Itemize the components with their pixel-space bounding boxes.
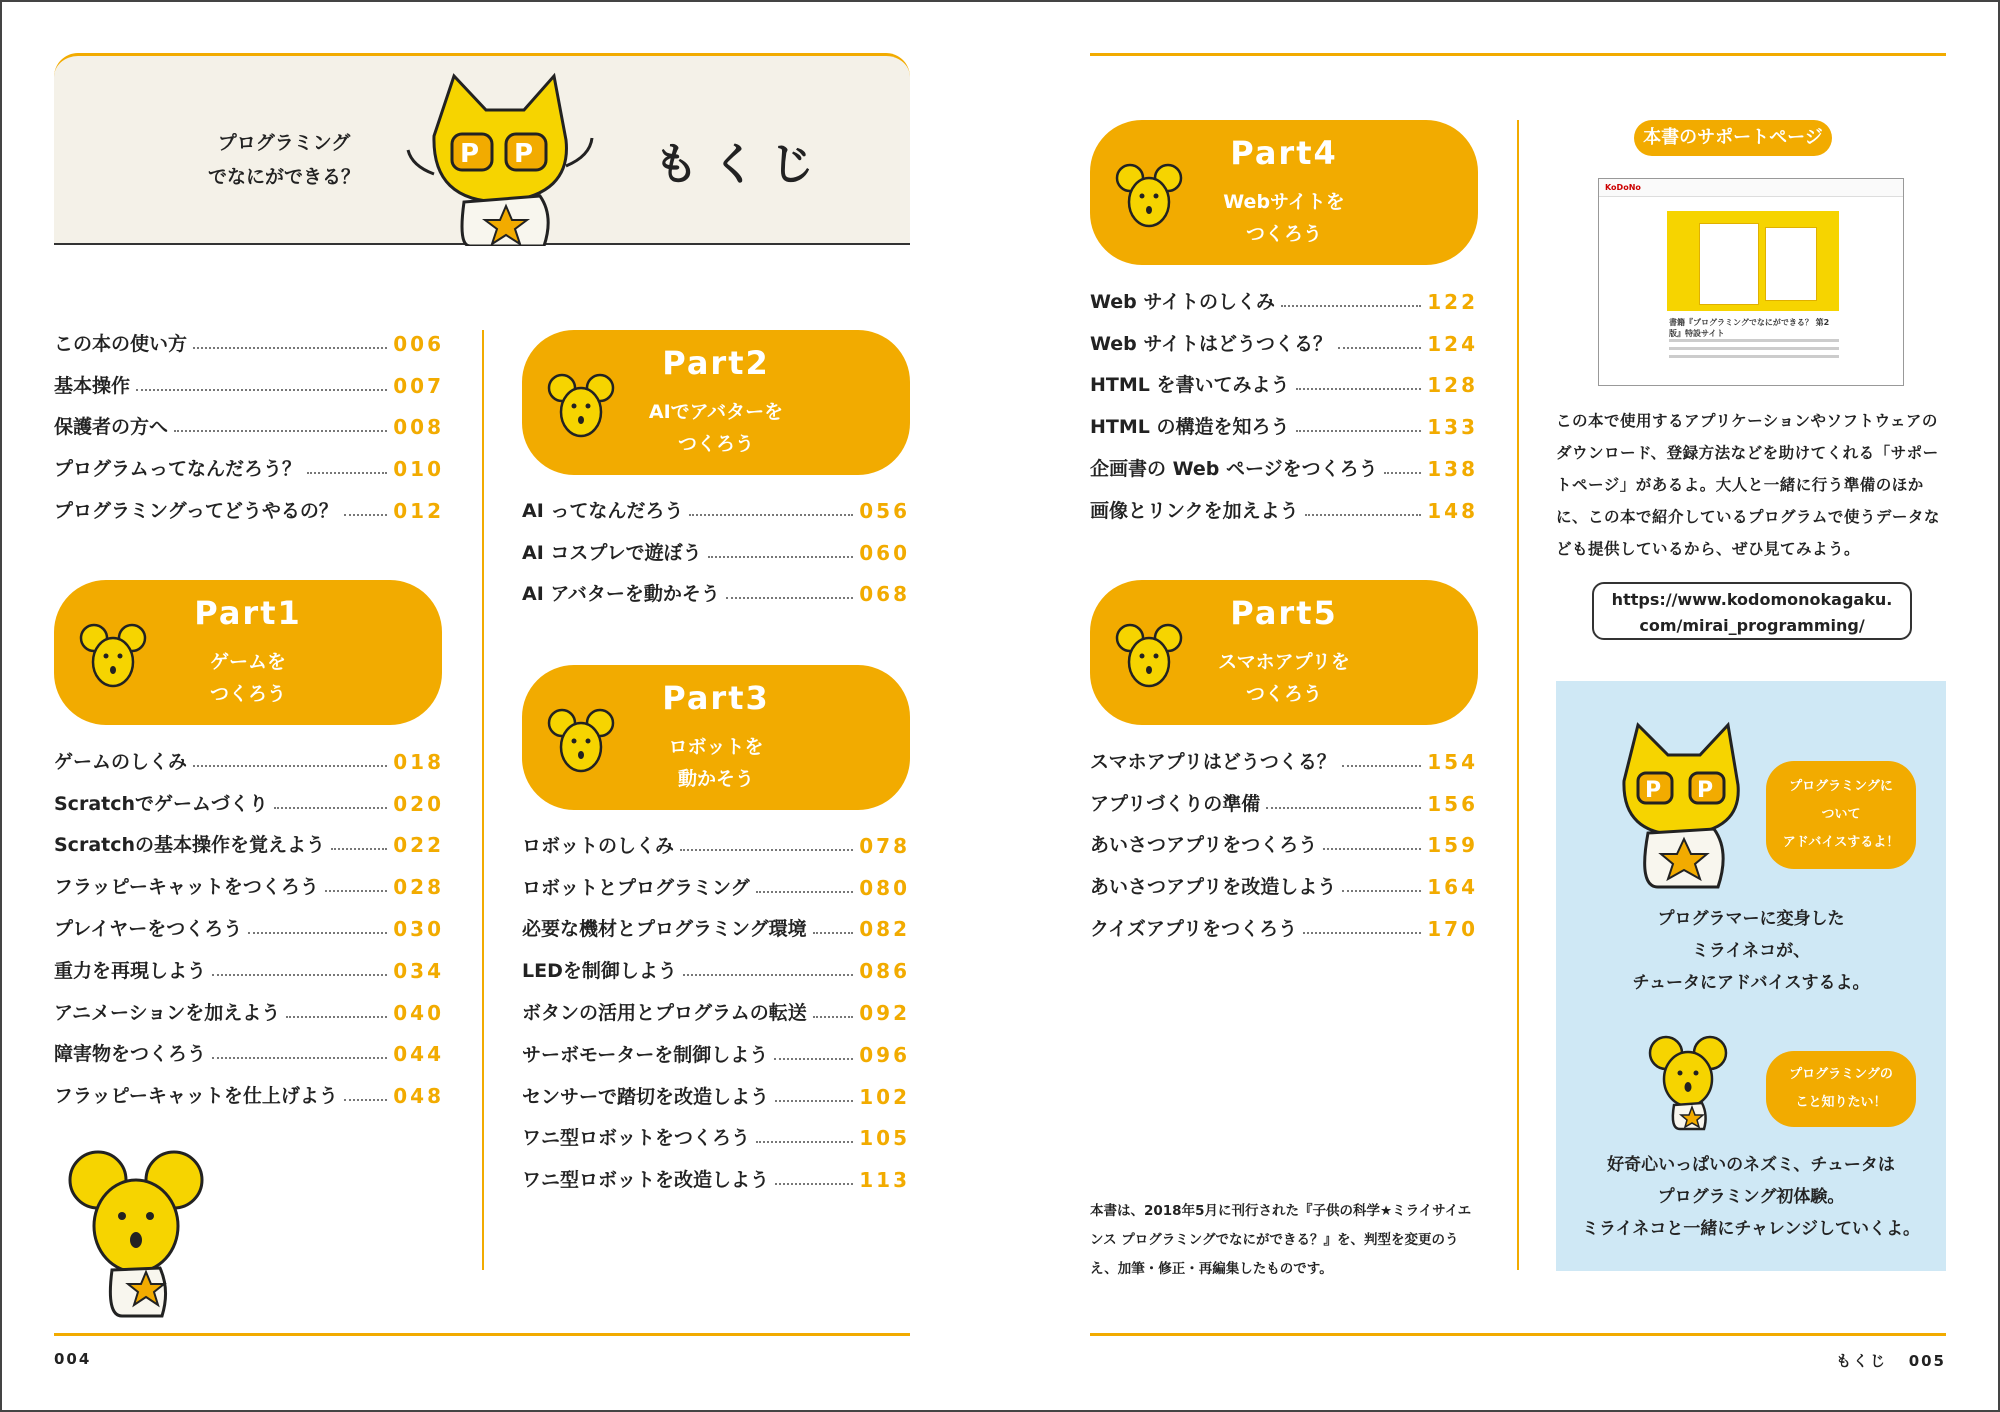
column-divider [1517, 120, 1519, 1270]
part2-toc-list [522, 485, 910, 610]
toc-entry[interactable] [522, 1154, 910, 1196]
toc-entry[interactable] [54, 1070, 444, 1112]
leader-dots [212, 974, 387, 976]
bottom-rule-right [1090, 1333, 1946, 1336]
cat-mascot-illustration [1608, 711, 1758, 891]
toc-entry-title: フラッピーキャットをつくろう [54, 876, 319, 899]
toc-entry-title: Web サイトはどうつくる？ [1090, 332, 1333, 355]
screenshot-navbar [1599, 179, 1903, 197]
leader-dots [1342, 765, 1421, 767]
toc-entry-title: 基本操作 [54, 374, 131, 397]
leader-dots [775, 1183, 853, 1185]
toc-entry-title: HTML を書いてみよう [1090, 374, 1290, 397]
leader-dots [774, 1058, 853, 1060]
support-description: この本で使用するアプリケーションやソフトウェアのダウンロード、登録方法などを助けてくれる「サポートページ」があるよ。大人と一緒に行う準備のほかに、この本で紹介しているプログラムで使うデータなども提供しているから、ぜひ見てみよう。 [1556, 412, 1940, 558]
footer-section-label: もくじ [1836, 1352, 1888, 1370]
leader-dots [689, 514, 853, 516]
part3-toc-list [522, 820, 910, 1196]
toc-entry[interactable] [54, 1029, 444, 1071]
toc-entry-page: 105 [859, 1126, 910, 1151]
toc-entry-title: フラッピーキャットを仕上げよう [54, 1085, 338, 1108]
screenshot-text-lines [1669, 339, 1839, 363]
edition-footnote: 本書は、2018年5月に刊行された『子供の科学★ミライサイエンス プログラミングでなにができる？』を、判型を変更のうえ、加筆・修正・再編集したものです。 [1090, 1203, 1472, 1277]
leader-dots [274, 807, 387, 809]
toc-entry-title: ゲームのしくみ [54, 750, 188, 773]
bubble-line: ついて [1821, 807, 1861, 822]
toc-entry-title: AI アバターを動かそう [522, 583, 720, 606]
leader-dots [344, 1099, 387, 1101]
support-page-screenshot[interactable] [1598, 178, 1904, 386]
part4-banner [1090, 120, 1478, 265]
screenshot-book-cover [1699, 223, 1759, 305]
toc-entry[interactable] [522, 1113, 910, 1155]
leader-dots [1384, 472, 1422, 474]
toc-entry[interactable] [1090, 318, 1478, 360]
mouse-description-line: ミライネコと一緒にチャレンジしていくよ。 [1582, 1219, 1920, 1239]
leader-dots [1305, 514, 1422, 516]
toc-entry[interactable] [54, 443, 444, 485]
part1-subtitle-line1: ゲームを [209, 651, 286, 673]
toc-entry-title: Scratchの基本操作を覚えよう [54, 834, 326, 857]
toc-entry-page: 156 [1427, 791, 1478, 816]
leader-dots [286, 1016, 387, 1018]
toc-entry[interactable] [1090, 443, 1478, 485]
right-page-footer [1836, 1350, 1946, 1371]
toc-entry[interactable] [1090, 360, 1478, 402]
toc-entry-page: 092 [859, 1000, 910, 1025]
toc-entry[interactable] [54, 820, 444, 862]
toc-entry-title: クイズアプリをつくろう [1090, 917, 1298, 940]
toc-entry[interactable] [1090, 820, 1478, 862]
toc-entry-title: あいさつアプリをつくろう [1090, 834, 1318, 857]
toc-entry[interactable] [54, 485, 444, 527]
leader-dots [708, 556, 854, 558]
part4-label: Part4 [1230, 134, 1338, 172]
leader-dots [1266, 807, 1421, 809]
toc-entry-title: プログラムってなんだろう？ [54, 458, 302, 481]
toc-entry-page: 030 [393, 916, 444, 941]
part1-toc-list [54, 736, 444, 1112]
leader-dots [1281, 305, 1421, 307]
part5-label: Part5 [1230, 594, 1338, 632]
toc-entry[interactable] [522, 1071, 910, 1113]
toc-entry-title: 保護者の方へ [54, 416, 169, 439]
toc-entry-page: 154 [1427, 749, 1478, 774]
toc-entry[interactable] [54, 778, 444, 820]
book-title [194, 126, 374, 194]
toc-entry-title: プレイヤーをつくろう [54, 917, 243, 940]
part3-subtitle-line1: ロボットを [668, 736, 764, 758]
toc-entry-title: Scratchでゲームづくり [54, 792, 269, 815]
toc-entry[interactable] [1090, 485, 1478, 527]
toc-entry-page: 028 [393, 875, 444, 900]
toc-entry[interactable] [54, 360, 444, 402]
leader-dots [813, 1016, 853, 1018]
toc-entry-title: ロボットとプログラミング [522, 876, 750, 899]
part5-subtitle-line2: つくろう [1245, 683, 1322, 705]
toc-entry[interactable] [54, 861, 444, 903]
toc-entry-page: 138 [1427, 456, 1478, 481]
toc-entry-title: 必要な機材とプログラミング環境 [522, 918, 807, 941]
toc-entry-title: サーボモーターを制御しよう [522, 1043, 769, 1066]
part5-subtitle [1090, 646, 1478, 710]
leader-dots [1296, 388, 1422, 390]
toc-entry-page: 020 [393, 791, 444, 816]
support-url-line2: com/mirai_programming/ [1639, 616, 1865, 635]
bottom-rule-left [54, 1333, 910, 1336]
leader-dots [344, 514, 387, 516]
toc-entry[interactable] [522, 945, 910, 987]
bubble-line: プログラミングに [1789, 779, 1893, 794]
left-page-number: 004 [54, 1350, 92, 1368]
cat-description [1556, 903, 1946, 999]
toc-entry[interactable] [522, 1029, 910, 1071]
leader-dots [775, 1100, 853, 1102]
screenshot-caption: 書籍『プログラミングでなにができる？ 第2版』特設サイト [1669, 318, 1830, 338]
toc-entry-page: 086 [859, 959, 910, 984]
leader-dots [756, 1141, 853, 1143]
toc-entry[interactable] [1090, 401, 1478, 443]
leader-dots [331, 848, 387, 850]
toc-entry-title: 障害物をつくろう [54, 1043, 207, 1066]
support-page-tag: 本書のサポートページ [1634, 120, 1832, 156]
leader-dots [813, 932, 854, 934]
toc-entry-page: 170 [1427, 916, 1478, 941]
leader-dots [683, 974, 853, 976]
toc-entry-page: 056 [859, 498, 910, 523]
part4-toc-list [1090, 276, 1478, 527]
leader-dots [248, 932, 387, 934]
cat-description-line: チュータにアドバイスするよ。 [1632, 973, 1870, 993]
mouse-mascot-illustration [66, 1140, 206, 1320]
toc-entry[interactable] [54, 318, 444, 360]
toc-entry[interactable] [522, 569, 910, 611]
toc-entry-page: 022 [393, 833, 444, 858]
svg-text:P: P [1697, 778, 1714, 803]
toc-entry-page: 018 [393, 749, 444, 774]
toc-entry-title: 企画書の Web ページをつくろう [1090, 457, 1378, 480]
toc-entry-page: 113 [859, 1168, 910, 1193]
mouse-description [1556, 1149, 1946, 1245]
leader-dots [212, 1057, 387, 1059]
toc-entry-page: 082 [859, 917, 910, 942]
mouse-mascot-illustration [1648, 1031, 1728, 1131]
screenshot-logo: KoDoNo [1605, 183, 1641, 192]
toc-entry[interactable] [1090, 861, 1478, 903]
part1-label: Part1 [194, 594, 302, 632]
toc-entry-title: プログラミングってどうやるの？ [54, 499, 338, 522]
toc-entry-page: 078 [859, 833, 910, 858]
toc-entry-page: 133 [1427, 415, 1478, 440]
bubble-line: アドバイスするよ！ [1782, 835, 1900, 850]
mouse-description-line: 好奇心いっぱいのネズミ、チュータは [1607, 1155, 1895, 1175]
part3-banner [522, 665, 910, 810]
cat-mascot-illustration [394, 56, 604, 246]
toc-entry-title: センサーで踏切を改造しよう [522, 1085, 770, 1108]
toc-entry-page: 122 [1427, 289, 1478, 314]
part1-subtitle [54, 646, 442, 710]
mouse-speech-bubble [1766, 1051, 1916, 1127]
toc-entry-title: 重力を再現しよう [54, 959, 207, 982]
toc-entry[interactable] [1090, 778, 1478, 820]
toc-entry[interactable] [54, 945, 444, 987]
svg-text:P: P [460, 139, 480, 169]
toc-entry-page: 102 [859, 1084, 910, 1109]
toc-entry-title: 画像とリンクを加えよう [1090, 499, 1299, 522]
toc-entry[interactable] [522, 485, 910, 527]
toc-entry-page: 007 [393, 373, 444, 398]
toc-entry[interactable] [54, 402, 444, 444]
toc-entry-page: 124 [1427, 331, 1478, 356]
toc-entry[interactable] [522, 987, 910, 1029]
leader-dots [1303, 932, 1421, 934]
toc-entry-page: 006 [393, 331, 444, 356]
part3-subtitle-line2: 動かそう [677, 768, 754, 790]
toc-entry[interactable] [522, 904, 910, 946]
toc-entry-title: スマホアプリはどうつくる？ [1090, 750, 1336, 773]
top-rule-right [1090, 53, 1946, 56]
leader-dots [1323, 848, 1421, 850]
toc-entry[interactable] [522, 862, 910, 904]
leader-dots [726, 597, 853, 599]
part2-subtitle-line2: つくろう [677, 433, 754, 455]
toc-entry-page: 068 [859, 582, 910, 607]
part1-subtitle-line2: つくろう [209, 683, 286, 705]
part4-subtitle-line2: つくろう [1245, 223, 1322, 245]
part2-subtitle-line1: AIでアバターを [648, 401, 784, 423]
part5-banner [1090, 580, 1478, 725]
leader-dots [193, 765, 387, 767]
leader-dots [307, 472, 387, 474]
book-title-line1: プログラミング [217, 132, 351, 154]
support-url[interactable] [1592, 582, 1912, 640]
toc-entry[interactable] [522, 820, 910, 862]
toc-entry-title: LEDを制御しよう [522, 960, 677, 983]
toc-entry-title: ロボットのしくみ [522, 834, 675, 857]
book-title-line2: でなにができる？ [207, 166, 360, 188]
toc-entry-title: Web サイトのしくみ [1090, 290, 1276, 313]
toc-entry-title: AI ってなんだろう [522, 499, 684, 522]
toc-entry-page: 034 [393, 958, 444, 983]
toc-entry-page: 044 [393, 1042, 444, 1067]
intro-toc-list [54, 318, 444, 527]
leader-dots [680, 849, 853, 851]
toc-entry-page: 008 [393, 415, 444, 440]
leader-dots [325, 890, 387, 892]
toc-header [54, 53, 910, 245]
toc-entry-page: 010 [393, 457, 444, 482]
part2-banner [522, 330, 910, 475]
toc-entry-title: ワニ型ロボットを改造しよう [522, 1169, 770, 1192]
toc-entry-title: HTML の構造を知ろう [1090, 416, 1290, 439]
toc-entry-page: 040 [393, 1000, 444, 1025]
leader-dots [193, 347, 387, 349]
part5-subtitle-line1: スマホアプリを [1218, 651, 1350, 673]
screenshot-book-cover [1765, 227, 1817, 301]
toc-entry-title: ワニ型ロボットをつくろう [522, 1127, 751, 1150]
leader-dots [1296, 430, 1422, 432]
toc-entry-page: 060 [859, 540, 910, 565]
cat-description-line: ミライネコが、 [1691, 941, 1811, 961]
character-intro-panel [1556, 681, 1946, 1271]
toc-entry[interactable] [54, 903, 444, 945]
leader-dots [1338, 347, 1421, 349]
toc-entry-title: アプリづくりの準備 [1090, 792, 1261, 815]
toc-entry-page: 148 [1427, 498, 1478, 523]
svg-text:P: P [1645, 778, 1662, 803]
bubble-line: プログラミングの [1789, 1067, 1893, 1082]
column-divider [482, 330, 484, 1270]
part3-label: Part3 [662, 679, 770, 717]
toc-entry-page: 012 [393, 498, 444, 523]
cat-speech-bubble [1766, 761, 1916, 869]
toc-entry-title: ボタンの活用とプログラムの転送 [522, 1001, 807, 1024]
toc-entry-page: 048 [393, 1084, 444, 1109]
toc-entry[interactable] [54, 736, 444, 778]
bubble-line: こと知りたい！ [1795, 1095, 1887, 1110]
toc-entry-page: 128 [1427, 373, 1478, 398]
toc-entry-title: この本の使い方 [54, 332, 188, 355]
part4-subtitle [1090, 186, 1478, 250]
part1-banner [54, 580, 442, 725]
leader-dots [174, 430, 387, 432]
leader-dots [136, 389, 387, 391]
toc-entry[interactable] [54, 987, 444, 1029]
svg-text:P: P [514, 139, 534, 169]
support-url-line1: https://www.kodomonokagaku. [1611, 590, 1893, 609]
part5-toc-list [1090, 736, 1478, 945]
toc-entry-title: AI コスプレで遊ぼう [522, 541, 702, 564]
part2-subtitle [522, 396, 910, 460]
part2-label: Part2 [662, 344, 770, 382]
toc-entry[interactable] [1090, 903, 1478, 945]
cat-description-line: プログラマーに変身した [1657, 909, 1845, 929]
right-page-number: 005 [1908, 1352, 1946, 1370]
mouse-description-line: プログラミング初体験。 [1657, 1187, 1845, 1207]
toc-entry[interactable] [1090, 736, 1478, 778]
toc-entry-page: 159 [1427, 833, 1478, 858]
part3-subtitle [522, 731, 910, 795]
leader-dots [756, 891, 854, 893]
page-title: もくじ [654, 139, 828, 190]
toc-entry-title: あいさつアプリを改造しよう [1090, 876, 1337, 899]
toc-entry-page: 080 [859, 875, 910, 900]
toc-entry-title: アニメーションを加えよう [54, 1001, 281, 1024]
toc-entry[interactable] [522, 527, 910, 569]
toc-entry[interactable] [1090, 276, 1478, 318]
toc-entry-page: 164 [1427, 875, 1478, 900]
toc-entry-page: 096 [859, 1042, 910, 1067]
leader-dots [1342, 890, 1421, 892]
part4-subtitle-line1: Webサイトを [1223, 191, 1345, 213]
